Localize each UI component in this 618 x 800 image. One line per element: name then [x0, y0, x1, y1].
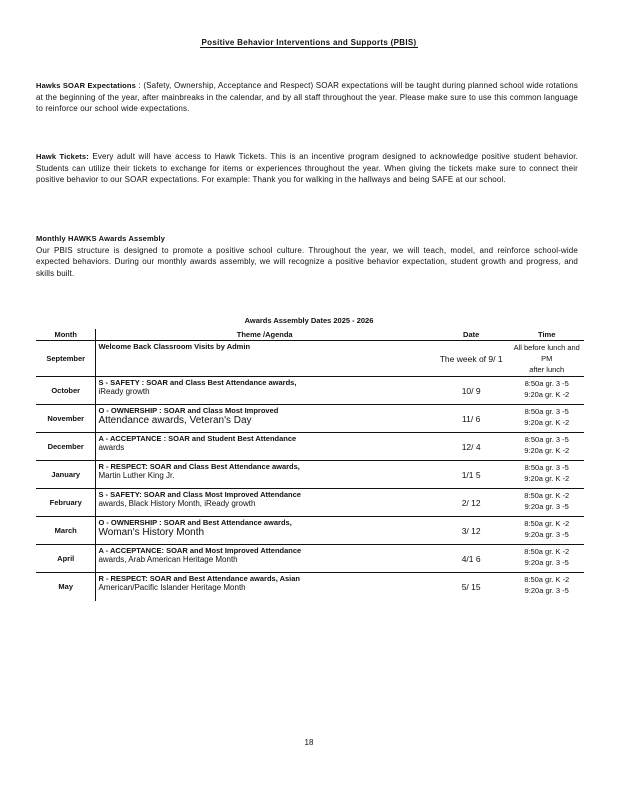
theme-line-2: iReady growth [98, 387, 150, 396]
theme-cell [96, 433, 433, 461]
table-row [36, 517, 584, 545]
table-row [36, 433, 584, 461]
theme-cell [96, 377, 433, 405]
month-cell: May [36, 573, 96, 601]
time-line-2: 9:20a gr. K -2 [524, 390, 570, 399]
header-date: Date [433, 329, 510, 341]
assembly-section [36, 233, 578, 279]
theme-cell [96, 517, 433, 545]
time-line-2: 9:20a gr. 3 -5 [524, 586, 569, 595]
theme-line-1: S - SAFETY : SOAR and Class Best Attendance awards, [98, 378, 297, 387]
theme-line-2: awards, Black History Month, iReady growth [98, 499, 256, 508]
theme-line-1: R - RESPECT: SOAR and Best Attendance awards, Asian [98, 574, 301, 583]
soar-text: : (Safety, Ownership, Acceptance and Respect) SOAR expectations will be taught during planned school wide rotations at the beginning of the year, after mainbreaks in the calendar, and by all staff throughout the year. Please make sure to use this common language to reinforce our school wide expectations. [36, 81, 579, 113]
time-line-1: 8:50a gr. K -2 [524, 491, 570, 500]
table-row [36, 489, 584, 517]
time-line-1: 8:50a gr. 3 -5 [524, 379, 569, 388]
time-line-1: All before lunch and PM [513, 343, 580, 363]
date-cell: 12/ 4 [433, 433, 510, 461]
theme-line-2: Woman's History Month [98, 527, 205, 538]
time-cell [509, 341, 584, 377]
theme-line-1: A - ACCEPTANCE : SOAR and Student Best Attendance [98, 434, 297, 443]
time-cell [509, 433, 584, 461]
theme-cell [96, 489, 433, 517]
date-cell: The week of 9/ 1 [433, 341, 510, 377]
time-line-1: 8:50a gr. 3 -5 [524, 435, 569, 444]
date-cell: 5/ 15 [461, 581, 481, 592]
page-number: 18 [304, 738, 314, 747]
month-cell: February [36, 489, 96, 517]
month-cell: October [36, 377, 96, 405]
time-line-1: 8:50a gr. K -2 [524, 575, 570, 584]
time-cell [509, 377, 584, 405]
theme-cell [96, 405, 433, 433]
theme-line-2: awards, Arab American Heritage Month [98, 555, 238, 564]
tickets-label: Hawk Tickets: [36, 152, 89, 161]
theme-line-2: Attendance awards, Veteran's Day [98, 415, 252, 426]
theme-cell [96, 545, 433, 573]
time-line-1: 8:50a gr. 3 -5 [524, 463, 569, 472]
month-cell: December [36, 433, 96, 461]
assembly-label: Monthly HAWKS Awards Assembly [36, 234, 166, 243]
month-cell: September [36, 341, 96, 377]
date-cell: 11/ 6 [433, 405, 510, 433]
theme-line-2: American/Pacific Islander Heritage Month [98, 583, 246, 592]
table-body [36, 341, 584, 601]
month-cell: March [36, 517, 96, 545]
table-row [36, 341, 584, 377]
time-cell [509, 461, 584, 489]
assembly-text: Our PBIS structure is designed to promote a positive school culture. Throughout the year, we will teach, model, and reinforce school-wide expected behaviors. During our monthly awards assembly, we will recognize a positive behavior expectation, student growth and progress, and skills built. [36, 245, 578, 278]
theme-cell [96, 341, 433, 377]
time-cell [509, 573, 584, 601]
date-cell: 2/ 12 [433, 489, 510, 517]
theme-line-1: Welcome Back Classroom Visits by Admin [98, 342, 251, 351]
awards-table-heading: Awards Assembly Dates 2025 - 2026 [244, 316, 374, 325]
awards-table [36, 329, 584, 601]
time-line-2: 9:20a gr. 3 -5 [524, 558, 569, 567]
table-row [36, 377, 584, 405]
month-cell: November [36, 405, 96, 433]
time-cell [509, 489, 584, 517]
page-title: Positive Behavior Interventions and Supports (PBIS) [201, 38, 417, 47]
date-cell: 4/1 6 [433, 545, 510, 573]
table-row [36, 461, 584, 489]
time-cell [509, 405, 584, 433]
tickets-section [36, 151, 578, 186]
month-cell: April [36, 545, 96, 573]
theme-line-2: awards [98, 443, 125, 452]
date-cell: 1/1 5 [433, 461, 510, 489]
theme-line-1: A - ACCEPTANCE: SOAR and Most Improved Attendance [98, 546, 302, 555]
time-line-2: after lunch [529, 365, 565, 374]
time-line-2: 9:20a gr. K -2 [524, 446, 570, 455]
soar-section [36, 80, 578, 115]
theme-line-2: Martin Luther King Jr. [98, 471, 175, 480]
time-cell [509, 517, 584, 545]
time-line-2: 9:20a gr. 3 -5 [524, 530, 569, 539]
table-row [36, 545, 584, 573]
theme-line-1: O - OWNERSHIP : SOAR and Best Attendance awards, [98, 518, 292, 527]
theme-cell [96, 461, 433, 489]
table-row [36, 405, 584, 433]
theme-line-1: O - OWNERSHIP : SOAR and Class Most Improved [98, 406, 279, 415]
time-line-1: 8:50a gr. K -2 [524, 519, 570, 528]
theme-cell [96, 573, 433, 601]
header-month: Month [36, 329, 96, 341]
time-cell [509, 545, 584, 573]
theme-line-1: S - SAFETY: SOAR and Class Most Improved Attendance [98, 490, 301, 499]
time-line-2: 9:20a gr. K -2 [524, 418, 570, 427]
time-line-2: 9:20a gr. 3 -5 [524, 502, 569, 511]
table-row [36, 573, 584, 601]
soar-label: Hawks SOAR Expectations [36, 81, 136, 90]
header-time: Time [509, 329, 584, 341]
date-cell: 3/ 12 [433, 517, 510, 545]
tickets-text: Every adult will have access to Hawk Tickets. This is an incentive program designed to acknowledge positive student behavior. Students can utilize their tickets to exchange for items or experiences throughout the year. When giving the tickets make sure to connect their positive behavior to our SOAR expectations. For example: Thank you for walking in the hallways and being SAFE at our school. [36, 152, 579, 184]
table-header-row [36, 329, 584, 341]
header-theme: Theme /Agenda [96, 329, 433, 341]
time-line-2: 9:20a gr. K -2 [524, 474, 570, 483]
theme-line-1: R - RESPECT: SOAR and Class Best Attendance awards, [98, 462, 300, 471]
month-cell: January [36, 461, 96, 489]
time-line-1: 8:50a gr. 3 -5 [524, 407, 569, 416]
date-cell: 10/ 9 [433, 377, 510, 405]
time-line-1: 8:50a gr. K -2 [524, 547, 570, 556]
